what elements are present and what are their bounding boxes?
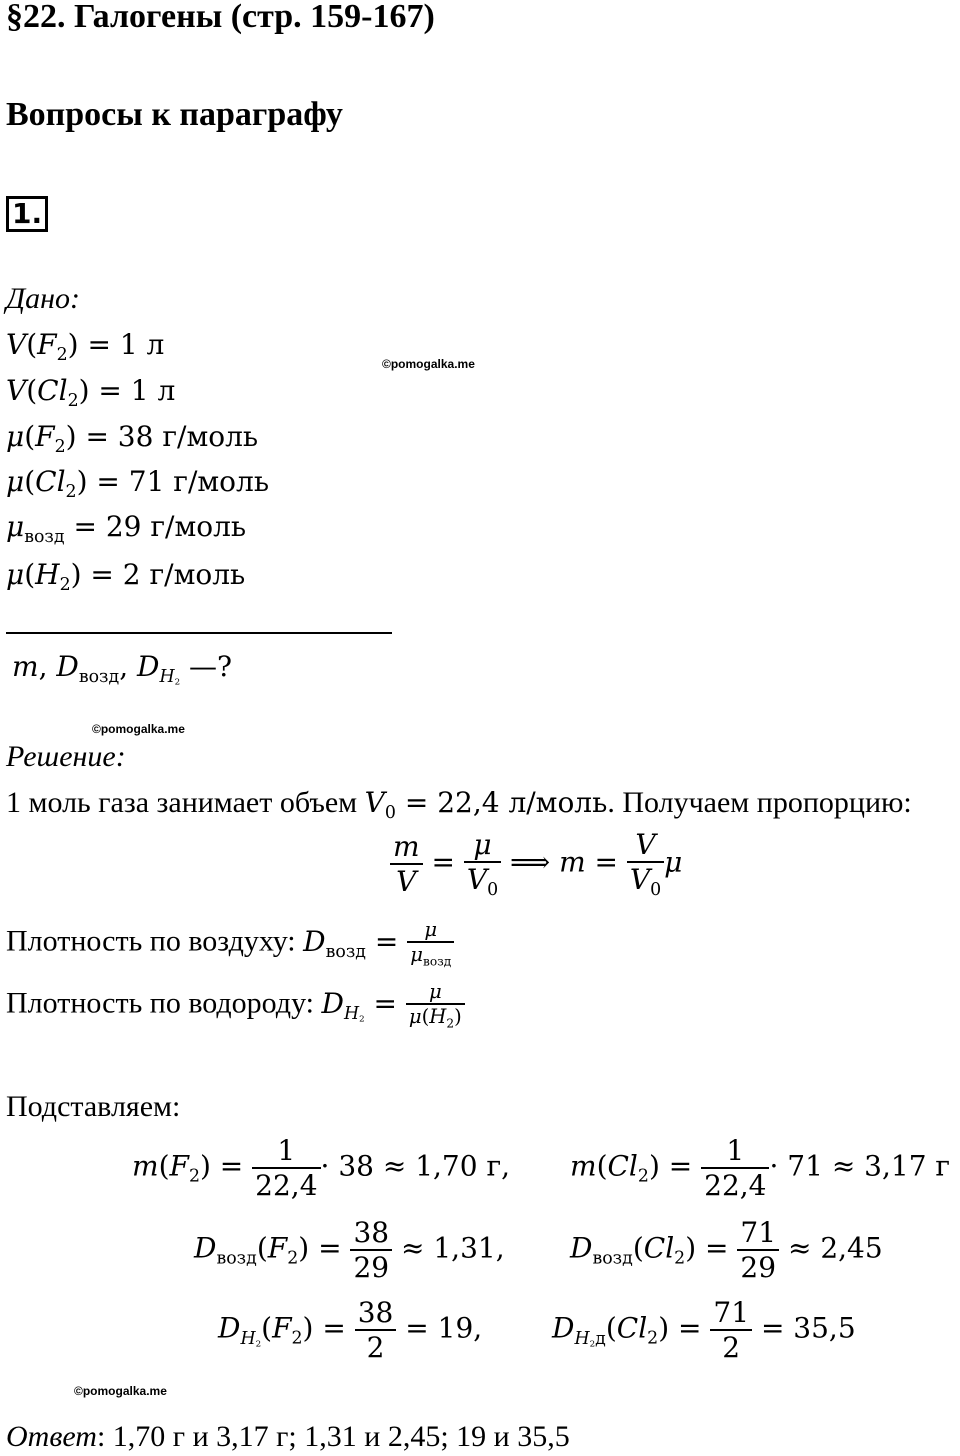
intro-tail: . Получаем пропорцию: <box>607 786 912 819</box>
watermark-2: ©pomogalka.me <box>92 722 185 736</box>
calc-m-f2: $m(F_2)$ = $\frac{1}{22,4}$ · 38 ≈ 1,70 г, <box>132 1134 511 1202</box>
given-label: Дано: <box>6 282 80 315</box>
given-line-1: $V(F_2) = 1$ л <box>6 328 165 366</box>
calc-dair-cl2: $D_{возд}(Cl_2)$ = $\frac{71}{29}$ ≈ 2,45 <box>570 1216 883 1284</box>
substitute-label: Подставляем: <box>6 1090 181 1123</box>
result-dair-cl2: ≈ 2,45 <box>787 1231 883 1265</box>
question-number-box: 1. <box>6 196 48 232</box>
answer-line <box>6 1420 570 1454</box>
given-line-3: $\mu(F_2) = 38$ г/моль <box>6 420 259 458</box>
calc-dair-f2: $D_{возд}(F_2)$ = $\frac{38}{29}$ ≈ 1,31, <box>194 1216 505 1284</box>
given-line-6: $\mu(H_2) = 2$ г/моль <box>6 558 246 596</box>
calc-m-cl2: $m(Cl_2)$ = $\frac{1}{22,4}$ · 71 ≈ 3,17 г <box>570 1134 951 1202</box>
intro-text: 1 моль газа занимает объем <box>6 786 358 819</box>
hydrogen-density-label: Плотность по водороду: <box>6 986 315 1020</box>
answer-text: : 1,70 г и 3,17 г; 1,31 и 2,45; 19 и 35,5 <box>96 1420 570 1453</box>
calc-dh2-f2: $D_{H2}(F_2)$ = $\frac{38}{2}$ = 19, <box>218 1296 483 1364</box>
given-divider <box>6 632 392 634</box>
given-line-5: $\mu_{возд} = 29$ г/моль <box>6 510 247 548</box>
section-subtitle: Вопросы к параграфу <box>6 96 343 133</box>
result-dh2-f2: = 19, <box>405 1311 483 1345</box>
solution-label: Решение: <box>6 740 126 773</box>
given-line-2: $V(Cl_2) = 1$ л <box>6 374 176 412</box>
page-title: §22. Галогены (стр. 159-167) <box>6 0 435 35</box>
proportion-formula: $\frac{m}{V}$ = $\frac{\mu}{V_0}$ ⟹ m = $\frac{V}{V_0}$ μ <box>390 828 682 900</box>
result-m-cl2: ≈ 3,17 г <box>831 1149 951 1183</box>
result-dh2-cl2: = 35,5 <box>760 1311 856 1345</box>
result-m-f2: ≈ 1,70 г, <box>382 1149 511 1183</box>
watermark-3: ©pomogalka.me <box>74 1384 167 1398</box>
solution-intro: 1 моль газа занимает объем $V_0 = 22,4$ л/моль. Получаем пропорцию: <box>6 786 912 824</box>
find-line: m, $D_{возд}$, $D_{H2}$ —? <box>12 650 233 688</box>
air-density-label: Плотность по воздуху: <box>6 924 296 958</box>
given-line-4: $\mu(Cl_2) = 71$ г/моль <box>6 465 270 503</box>
watermark-1: ©pomogalka.me <box>382 357 475 371</box>
air-density-line: Плотность по воздуху: $D_{возд}$ = $\frac{\mu}{\mu_{возд}}$ <box>6 918 454 968</box>
answer-label: Ответ <box>6 1420 97 1453</box>
hydrogen-density-line: Плотность по водороду: $D_{H2}$ = $\frac{\mu}{\mu(H_2)}$ <box>6 980 465 1030</box>
calc-dh2-cl2: $D_{H2д}(Cl_2)$ = $\frac{71}{2}$ = 35,5 <box>552 1296 856 1364</box>
result-dair-f2: ≈ 1,31, <box>401 1231 505 1265</box>
